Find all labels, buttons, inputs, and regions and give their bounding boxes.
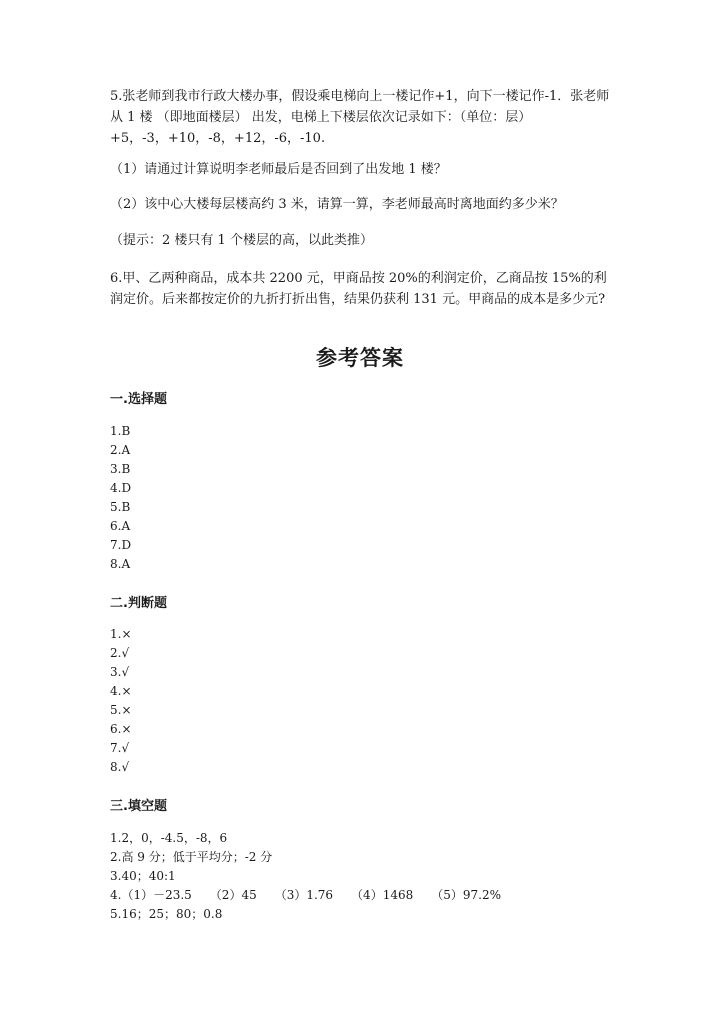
answer-item: 1.B	[110, 424, 131, 438]
answer-item: 2.√	[110, 646, 130, 660]
question-5-hint: （提示：2 楼只有 1 个楼层的高，以此类推）	[110, 233, 373, 248]
answer-item: 6.×	[110, 722, 132, 736]
answer-item: 7.D	[110, 538, 132, 552]
answer-item: 8.A	[110, 557, 131, 571]
answer-key-title: 参考答案	[316, 346, 404, 370]
answer-item: 4.×	[110, 684, 132, 698]
answer-item: 6.A	[110, 519, 131, 533]
question-5-part-2: （2）该中心大楼每层楼高约 3 米，请算一算，李老师最高时离地面约多少米？	[110, 197, 564, 212]
question-5-stem: 5.张老师到我市行政大楼办事，假设乘电梯向上一楼记作+1，向下一楼记作-1．张老师从 1 楼 （即地面楼层） 出发，电梯上下楼层依次记录如下：（单位：层）+5，-3，+10，-8，+12，-6，-10.	[110, 89, 610, 146]
section-heading-fill-blank: 三.填空题	[110, 799, 167, 814]
answer-item: 2.A	[110, 443, 131, 457]
answer-item: 1.2，0，-4.5，-8，6	[110, 831, 228, 845]
answer-item: 3.√	[110, 665, 130, 679]
answer-item: 5.B	[110, 500, 131, 514]
answer-item: 3.40；40:1	[110, 869, 176, 883]
answer-item: 5.×	[110, 703, 132, 717]
question-5-part-1: （1）请通过计算说明李老师最后是否回到了出发地 1 楼？	[110, 162, 447, 177]
section-heading-choice: 一.选择题	[110, 392, 167, 407]
answer-item: 3.B	[110, 462, 131, 476]
answer-item: 8.√	[110, 760, 130, 774]
answer-item: 5.16；25；80；0.8	[110, 907, 223, 921]
answer-item: 1.×	[110, 627, 132, 641]
answer-item: 7.√	[110, 741, 130, 755]
answer-item: 2.高 9 分；低于平均分；-2 分	[110, 850, 273, 864]
answer-item: 4.（1）－23.5 （2）45 （3）1.76 （4）1468 （5）97.2%	[110, 888, 501, 902]
question-6-stem: 6.甲、乙两种商品，成本共 2200 元，甲商品按 20%的利润定价，乙商品按 15%的利润定价。后来都按定价的九折打折出售，结果仍获利 131 元。甲商品的成本是多少元?	[110, 271, 607, 307]
answer-item: 4.D	[110, 481, 132, 495]
section-heading-judgement: 二.判断题	[110, 596, 167, 611]
